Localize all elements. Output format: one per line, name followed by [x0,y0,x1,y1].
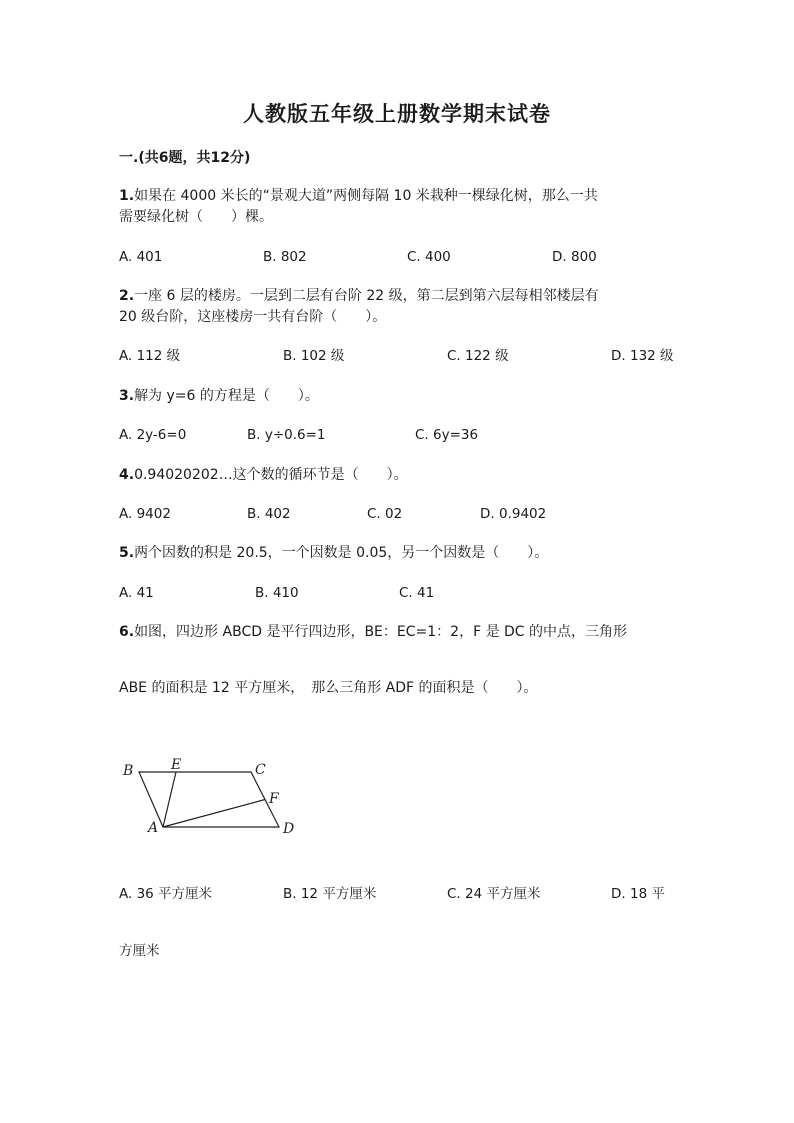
q4-option-b[interactable]: B. 402 [247,506,291,522]
q6-option-c[interactable]: C. 24 平方厘米 [447,886,541,902]
question-6-number: 6. [119,624,135,640]
q4-option-a[interactable]: A. 9402 [119,506,171,522]
question-5-text: 两个因数的积是 20.5，一个因数是 0.05，另一个因数是（ ）。 [134,545,549,561]
question-4-line-1 [119,466,408,484]
question-1-line-1 [119,187,598,205]
q3-option-a[interactable]: A. 2y-6=0 [119,427,187,443]
label-c: C [255,762,266,778]
q6-option-a[interactable]: A. 36 平方厘米 [119,886,213,902]
page-title: 人教版五年级上册数学期末试卷 [243,101,551,126]
label-d: D [283,821,295,837]
question-3-line-1 [119,387,319,405]
q1-option-c[interactable]: C. 400 [407,249,451,265]
parallelogram-figure [110,752,310,847]
question-2-text: 一座 6 层的楼房。一层到二层有台阶 22 级，第二层到第六层每相邻楼层有 [134,288,599,304]
question-2-number: 2. [119,288,135,304]
q5-option-c[interactable]: C. 41 [399,585,435,601]
q4-option-d[interactable]: D. 0.9402 [480,506,547,522]
q1-option-b[interactable]: B. 802 [263,249,307,265]
question-3-text: 解为 y=6 的方程是（ ）。 [134,388,319,404]
label-b: B [123,763,134,779]
segment-af [163,800,265,828]
question-5-number: 5. [119,545,135,561]
q6-option-d-continuation: 方厘米 [119,943,160,959]
q1-option-d[interactable]: D. 800 [552,249,597,265]
q2-option-b[interactable]: B. 102 级 [283,348,345,364]
q2-option-d[interactable]: D. 132 级 [611,348,674,364]
question-6-line-2: ABE 的面积是 12 平方厘米， 那么三角形 ADF 的面积是（ ）。 [119,680,538,696]
section-header: 一.(共6题，共12分) [119,150,251,166]
q2-option-c[interactable]: C. 122 级 [447,348,509,364]
question-4-text: 0.94020202…这个数的循环节是（ ）。 [134,467,408,483]
q1-option-a[interactable]: A. 401 [119,249,163,265]
question-1-line-2: 需要绿化树（ ）棵。 [119,209,273,225]
label-a: A [148,820,159,836]
q4-option-c[interactable]: C. 02 [367,506,403,522]
label-f: F [269,791,279,807]
question-3-number: 3. [119,388,135,404]
question-6-text: 如图，四边形 ABCD 是平行四边形，BE：EC=1：2，F 是 DC 的中点，三角形 [134,624,628,640]
question-5-line-1 [119,544,548,562]
q2-option-a[interactable]: A. 112 级 [119,348,181,364]
question-4-number: 4. [119,467,135,483]
question-2-line-2: 20 级台阶，这座楼房一共有台阶（ ）。 [119,309,387,325]
question-2-line-1 [119,287,599,305]
parallelogram-abcd [139,772,279,827]
question-1-number: 1. [119,188,135,204]
q6-option-d[interactable]: D. 18 平 [611,886,665,902]
segment-ae [163,772,176,827]
q5-option-a[interactable]: A. 41 [119,585,154,601]
q3-option-b[interactable]: B. y÷0.6=1 [247,427,326,443]
q5-option-b[interactable]: B. 410 [255,585,299,601]
label-e: E [171,757,182,773]
question-1-text: 如果在 4000 米长的“景观大道”两侧每隔 10 米栽种一棵绿化树，那么一共 [134,188,598,204]
q3-option-c[interactable]: C. 6y=36 [415,427,479,443]
question-6-line-1 [119,623,627,641]
q6-option-b[interactable]: B. 12 平方厘米 [283,886,377,902]
